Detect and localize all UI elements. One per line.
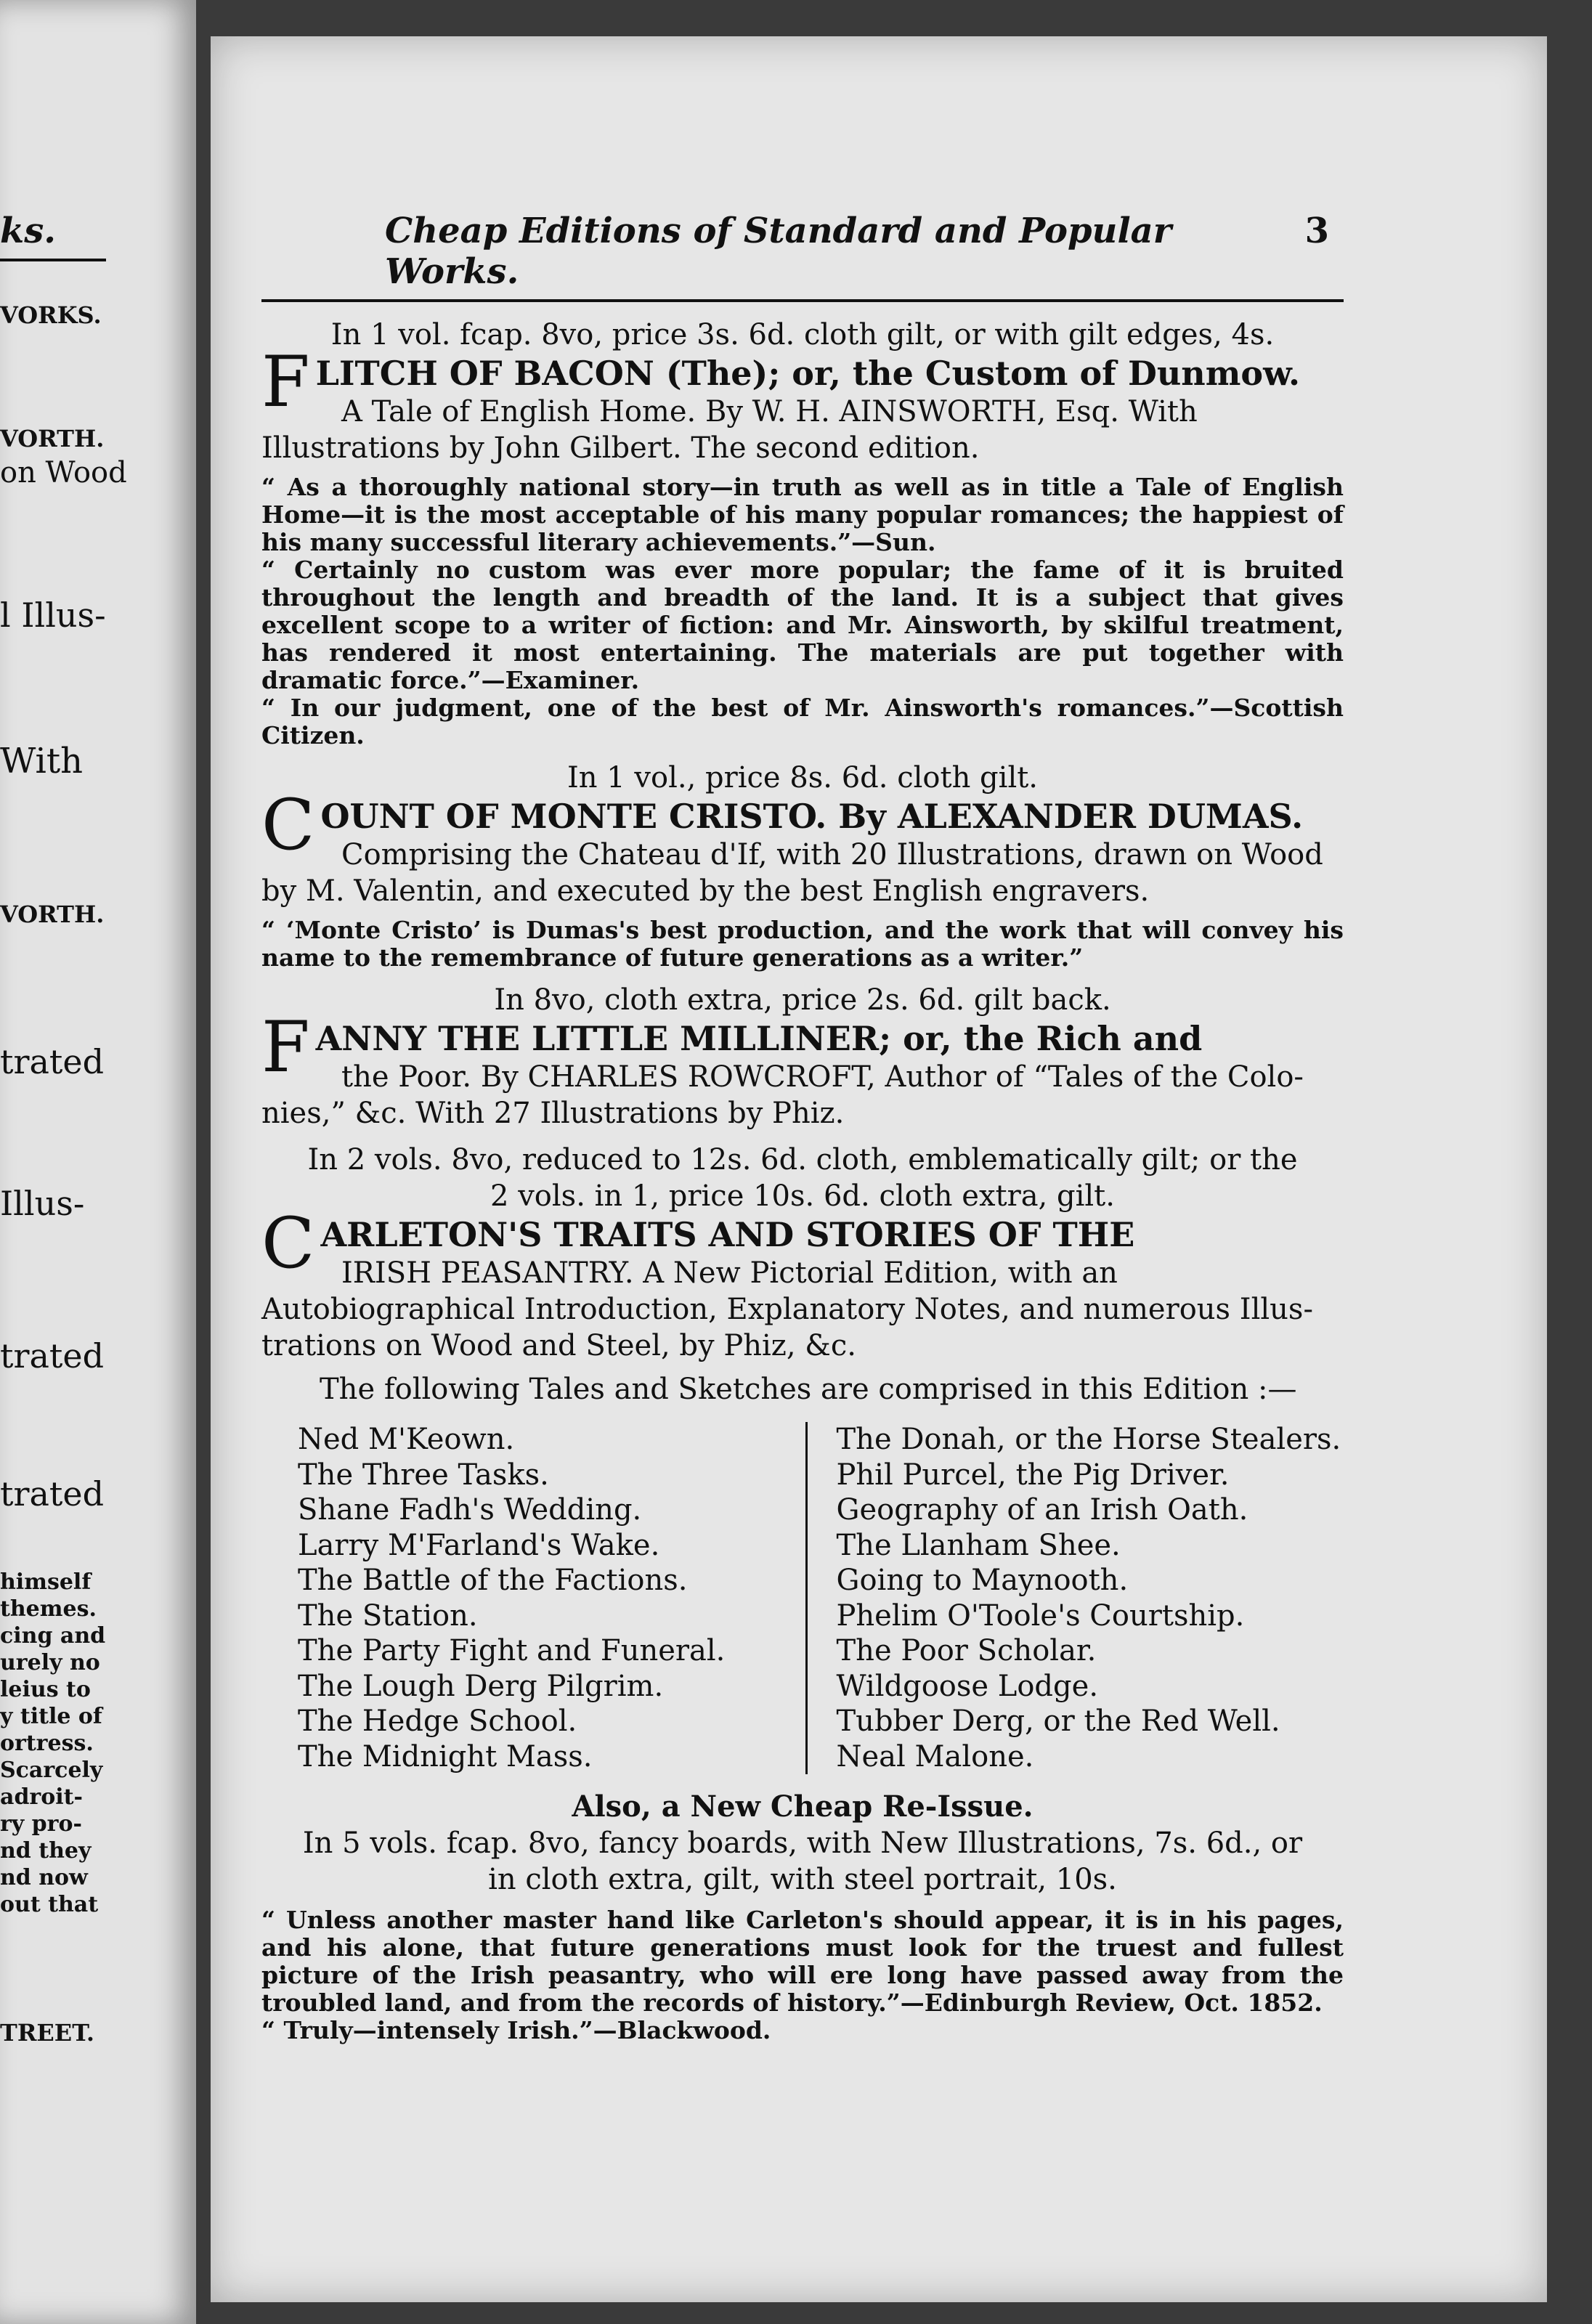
list-item: The Hedge School. — [298, 1705, 577, 1738]
left-fragment: VORTH. — [0, 901, 105, 928]
left-fragment: leius to — [0, 1677, 91, 1702]
left-fragment: ortress. — [0, 1731, 94, 1756]
left-fragment: nd now — [0, 1865, 88, 1890]
drop-cap: C — [261, 1203, 315, 1284]
tales-column-right — [808, 1422, 1344, 1774]
tales-list — [261, 1422, 1344, 1774]
list-item: The Poor Scholar. — [836, 1634, 1097, 1667]
left-fragment: ry pro- — [0, 1811, 82, 1837]
left-fragment: ks. — [0, 211, 56, 251]
review-quote: “ ‘Monte Cristo’ is Dumas's best production, and the work that will convey his name to the remembrance of future generations as a writer.” — [261, 916, 1344, 972]
review-quote: “ Truly—intensely Irish.”—Blackwood. — [261, 2016, 771, 2044]
reissue-line: in cloth extra, gilt, with steel portrait, 10s. — [488, 1863, 1117, 1896]
left-fragment: l Illus- — [0, 596, 106, 635]
reissue-line: In 5 vols. fcap. 8vo, fancy boards, with New Illustrations, 7s. 6d., or — [302, 1827, 1303, 1860]
header-rule — [261, 299, 1344, 302]
list-item: The Midnight Mass. — [298, 1739, 593, 1774]
body-line: trations on Wood and Steel, by Phiz, &c. — [261, 1329, 857, 1362]
left-fragment: VORTH. — [0, 425, 105, 452]
list-item: Phelim O'Toole's Courtship. — [836, 1598, 1245, 1633]
reissue-heading: Also, a New Cheap Re-Issue. — [572, 1789, 1033, 1824]
header-title: Cheap Editions of Standard and Popular Works. — [385, 211, 1172, 292]
list-item: Geography of an Irish Oath. — [836, 1493, 1248, 1527]
entry-carleton-traits — [261, 1142, 1344, 2044]
book-title: ANNY THE LITTLE MILLINER; or, the Rich and — [315, 1019, 1203, 1058]
left-fragment: urely no — [0, 1650, 100, 1675]
left-fragment: Scarcely — [0, 1758, 103, 1783]
left-fragment: TREET. — [0, 2019, 95, 2047]
list-item: Ned M'Keown. — [298, 1423, 515, 1456]
price-line: In 8vo, cloth extra, price 2s. 6d. gilt back. — [494, 983, 1111, 1017]
drop-cap: F — [261, 1007, 310, 1088]
body-line: Illustrations by John Gilbert. The second edition. — [261, 431, 980, 465]
list-item: Phil Purcel, the Pig Driver. — [836, 1458, 1230, 1492]
list-item: The Station. — [298, 1598, 478, 1633]
left-fragment: trated — [0, 1474, 105, 1514]
title-line: Comprising the Chateau d'If, with 20 Illustrations, drawn on Wood — [341, 838, 1323, 871]
list-item: Tubber Derg, or the Red Well. — [836, 1705, 1280, 1738]
running-header — [261, 211, 1344, 292]
left-fragment: trated — [0, 1336, 105, 1376]
list-item: The Party Fight and Funeral. — [298, 1634, 726, 1667]
left-fragment: out that — [0, 1892, 99, 1917]
list-item: The Llanham Shee. — [836, 1528, 1121, 1562]
review-quote: “ Unless another master hand like Carleton's should appear, it is in his pages, and his alone, that future generations must look for the truest and fullest picture of the Irish peasantry, who will ere long have passed away from the troubled land, and from the records of history.”—Edinburgh Review, Oct. 1852. — [261, 1906, 1344, 2017]
left-fragment: cing and — [0, 1623, 106, 1649]
drop-cap: C — [261, 784, 315, 866]
entry-flitch-of-bacon — [261, 317, 1344, 749]
left-fragment: VORKS. — [0, 301, 102, 329]
left-page-edge — [0, 0, 196, 2324]
list-item: Shane Fadh's Wedding. — [298, 1493, 642, 1527]
body-line: Autobiographical Introduction, Explanatory Notes, and numerous Illus- — [261, 1293, 1313, 1326]
tales-column-left — [261, 1422, 808, 1774]
left-fragment: himself — [0, 1569, 92, 1595]
price-line: In 1 vol. fcap. 8vo, price 3s. 6d. cloth gilt, or with gilt edges, 4s. — [330, 318, 1275, 352]
left-fragment: Illus- — [0, 1184, 85, 1223]
book-title: OUNT OF MONTE CRISTO. By ALEXANDER DUMAS. — [320, 797, 1304, 836]
body-line: by M. Valentin, and executed by the best English engravers. — [261, 874, 1150, 908]
entry-monte-cristo — [261, 760, 1344, 972]
title-line: A Tale of English Home. By W. H. AINSWORTH, Esq. With — [341, 395, 1198, 428]
body-line: nies,” &c. With 27 Illustrations by Phiz. — [261, 1097, 845, 1130]
price-line: In 1 vol., price 8s. 6d. cloth gilt. — [566, 761, 1039, 795]
list-item: The Three Tasks. — [298, 1458, 549, 1492]
list-item: Neal Malone. — [836, 1739, 1034, 1774]
left-fragment: With — [0, 741, 84, 781]
list-item: The Battle of the Factions. — [298, 1564, 688, 1597]
page-content — [261, 211, 1344, 2044]
price-line: In 2 vols. 8vo, reduced to 12s. 6d. cloth, emblematically gilt; or the — [307, 1143, 1298, 1177]
title-line: IRISH PEASANTRY. A New Pictorial Edition, with an — [341, 1256, 1118, 1290]
page-number: 3 — [1304, 211, 1329, 251]
tales-intro: The following Tales and Sketches are comprised in this Edition :— — [320, 1373, 1297, 1406]
left-fragment: y title of — [0, 1704, 102, 1729]
list-item: Larry M'Farland's Wake. — [298, 1528, 660, 1562]
list-item: The Lough Derg Pilgrim. — [298, 1669, 664, 1703]
drop-cap: F — [261, 341, 310, 423]
book-title: ARLETON'S TRAITS AND STORIES OF THE — [320, 1215, 1135, 1254]
entry-fanny-milliner — [261, 982, 1344, 1131]
review-quote: “ Certainly no custom was ever more popular; the fame of it is bruited throughout the length and breadth of the land. It is a subject that gives excellent scope to a writer of fiction: and Mr. Ainsworth, by skilful treatment, has rendered it most entertaining. The materials are put together with dramatic force.”—Examiner. — [261, 556, 1344, 694]
list-item: Going to Maynooth. — [836, 1564, 1129, 1597]
left-header-rule — [0, 259, 106, 261]
left-fragment: trated — [0, 1042, 105, 1081]
left-fragment: nd they — [0, 1838, 92, 1864]
left-fragment: themes. — [0, 1596, 97, 1622]
list-item: Wildgoose Lodge. — [836, 1669, 1099, 1703]
review-quote: “ As a thoroughly national story—in truth as well as in title a Tale of English Home—it is the most acceptable of his many popular romances; the happiest of his many successful literary achievements.”—Sun. — [261, 473, 1344, 556]
left-fragment: on Wood — [0, 456, 127, 489]
list-item: The Donah, or the Horse Stealers. — [836, 1423, 1341, 1456]
review-quote: “ In our judgment, one of the best of Mr. Ainsworth's romances.”—Scottish Citizen. — [261, 694, 1344, 749]
left-fragment: adroit- — [0, 1784, 83, 1810]
title-line: the Poor. By CHARLES ROWCROFT, Author of “Tales of the Colo- — [341, 1060, 1304, 1094]
price-line: 2 vols. in 1, price 10s. 6d. cloth extra, gilt. — [490, 1179, 1115, 1213]
book-title: LITCH OF BACON (The); or, the Custom of Dunmow. — [315, 354, 1301, 393]
